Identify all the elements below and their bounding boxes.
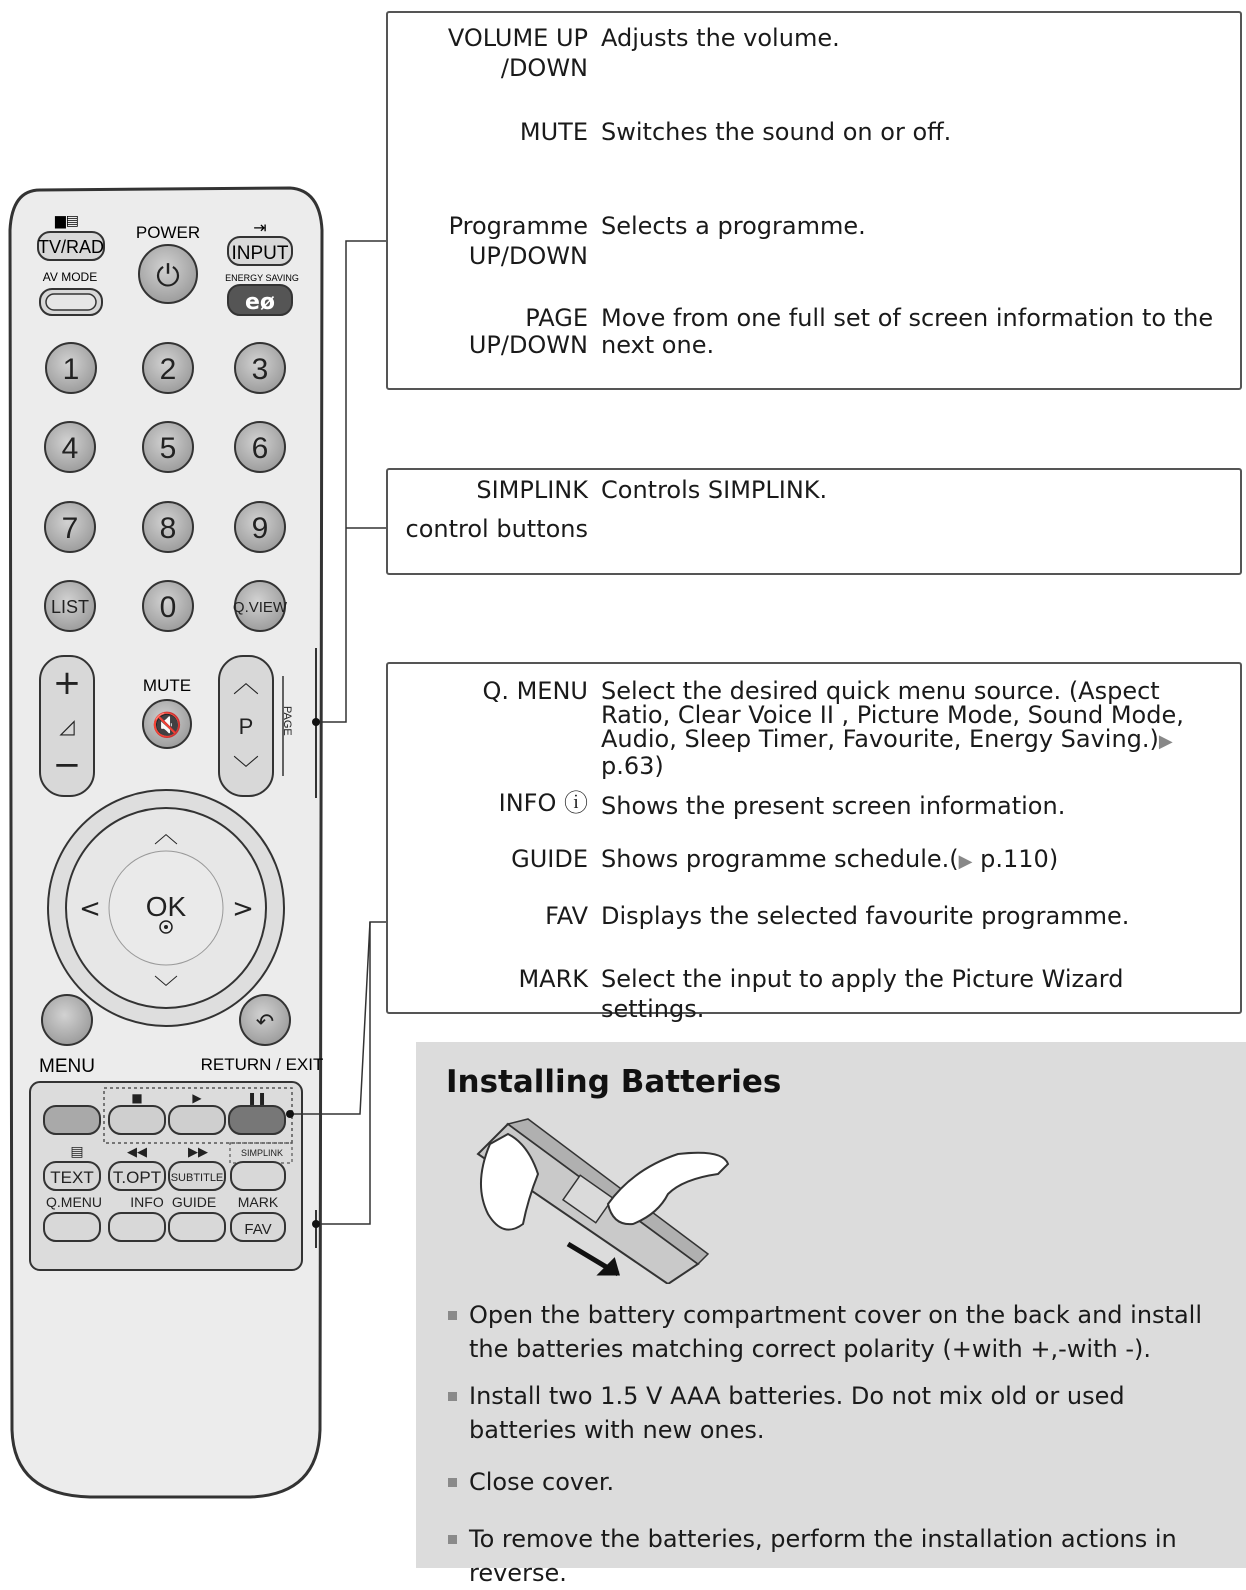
info-circle-icon: ⓘ [564,789,588,817]
remote-control-illustration [0,0,390,1568]
callout-box-simplink [386,468,1242,575]
programme-desc: Selects a programme. [601,212,866,240]
svg-text:4: 4 [61,432,79,465]
energy-saving-icon: eø [244,290,276,315]
mute-term: MUTE [519,118,588,146]
installing-batteries-panel [416,1042,1246,1587]
yellow-button[interactable] [169,1106,225,1134]
menu-button[interactable] [42,995,92,1045]
volume-desc: Adjusts the volume. [601,24,840,52]
mute-label: MUTE [142,676,192,695]
svg-text:5: 5 [159,432,177,465]
guide-desc: Shows programme schedule.(▶ p.110) [601,845,1059,873]
dpad-right-icon: > [232,894,254,924]
dpad-left-icon: < [79,894,101,924]
simplink-desc: Controls SIMPLINK. [601,476,828,504]
ok-button[interactable]: OK [145,891,187,922]
callout-box-qmenu [386,662,1242,1023]
svg-text:9: 9 [251,512,269,545]
power-icon: ⏻ [156,259,180,294]
svg-text:3: 3 [251,353,269,386]
info-button[interactable] [109,1213,165,1241]
page-label: PAGE [281,706,293,736]
svg-text:6: 6 [251,432,269,465]
input-label: INPUT [231,243,289,264]
menu-label: MENU [39,1056,95,1077]
return-icon: ↶ [255,1010,275,1035]
fast-forward-icon: ▶▶ [188,1145,208,1160]
page-desc: Move from one full set of screen information to the next one. [601,304,1214,359]
simplink-button[interactable] [231,1162,285,1190]
dpad-up-icon: ︿ [154,820,178,848]
mark-label: MARK [237,1194,279,1210]
info-desc: Shows the present screen information. [601,792,1066,820]
qmenu-term: Q. MENU [482,677,588,705]
svg-text:+: + [52,663,82,703]
batteries-title: Installing Batteries [446,1064,782,1100]
callout-box-volume-programme [386,11,1242,390]
svg-text:LIST: LIST [50,597,90,617]
q-menu-button[interactable] [44,1213,100,1241]
simplink-term-2: control buttons [405,515,588,543]
bullet-square-icon [448,1392,457,1401]
energy-saving-label: ENERGY SAVING [225,273,299,283]
mute-icon: 🔇 [152,711,182,739]
page-term: PAGE UP/DOWN [468,304,588,359]
return-exit-label: RETURN / EXIT [200,1055,324,1074]
dpad-down-icon: ﹀ [154,974,178,1002]
mark-term: MARK [518,965,588,993]
stop-icon: ■ [131,1091,143,1105]
q-menu-label: Q.MENU [46,1194,102,1210]
bullet-square-icon [448,1478,457,1487]
guide-label: GUIDE [171,1194,217,1210]
battery-install-illustration [468,1114,738,1284]
svg-text:−: − [52,745,82,785]
programme-term: Programme UP/DOWN [448,212,588,270]
svg-text:1: 1 [62,353,80,386]
red-button[interactable] [44,1106,100,1134]
battery-bullet-1: Open the battery compartment cover on the back and install the batteries matching correct polarity (+with +,-with -). [448,1298,1228,1366]
volume-term: VOLUME UP /DOWN [447,24,588,82]
pause-icon: ❚❚ [246,1091,268,1105]
guide-button[interactable] [169,1213,225,1241]
play-icon: ▶ [192,1091,202,1105]
chevron-down-icon: ﹀ [232,755,260,785]
info-label: INFO [130,1194,164,1210]
fav-desc: Displays the selected favourite programme. [601,902,1130,930]
fav-term: FAV [545,902,588,930]
simplink-label: SIMPLINK [240,1148,284,1158]
svg-text:2: 2 [159,353,177,386]
battery-bullet-2: Install two 1.5 V AAA batteries. Do not mix old or used batteries with new ones. [448,1379,1228,1447]
guide-term: GUIDE [511,845,588,873]
svg-text:7: 7 [61,512,79,545]
qmenu-desc: Select the desired quick menu source. (Aspect Ratio, Clear Voice II , Picture Mode, Sound Mode, Audio, Sleep Timer, Favourite, Energy Saving.)▶ p.63) [601,677,1184,780]
bullet-square-icon [448,1311,457,1320]
svg-text:0: 0 [159,591,177,624]
green-button[interactable] [109,1106,165,1134]
input-icon: ⇥ [253,218,267,237]
volume-icon: ◿ [59,714,75,738]
info-term: INFO ⓘ [498,789,588,817]
blue-button[interactable] [229,1106,285,1134]
svg-text:TEXT: TEXT [50,1168,94,1187]
svg-text:SUBTITLE: SUBTITLE [170,1172,224,1184]
teletext-icon: ▤ [70,1144,84,1160]
mute-desc: Switches the sound on or off. [601,118,952,146]
svg-text:T.OPT: T.OPT [112,1168,162,1187]
chevron-up-icon: ︿ [232,669,260,699]
mark-desc: Select the input to apply the Picture Wizard settings. [601,965,1124,1023]
svg-text:8: 8 [159,512,177,545]
battery-bullet-4: To remove the batteries, perform the installation actions in reverse. [448,1522,1228,1590]
power-label: POWER [135,223,201,242]
svg-text:Q.VIEW: Q.VIEW [232,599,288,616]
battery-bullet-3: Close cover. [448,1465,1228,1499]
bullet-square-icon [448,1535,457,1544]
av-mode-label: AV MODE [42,270,98,284]
rewind-icon: ◀◀ [127,1145,147,1160]
tv-radio-icon: ▆▤ [55,213,79,229]
page-ref-icon: ▶ [1158,731,1173,752]
svg-text:P: P [238,714,254,739]
tv-rad-label: TV/RAD [37,237,105,257]
simplink-term: SIMPLINK [476,476,588,504]
page-ref-icon: ▶ [958,851,973,872]
svg-text:FAV: FAV [244,1221,272,1238]
